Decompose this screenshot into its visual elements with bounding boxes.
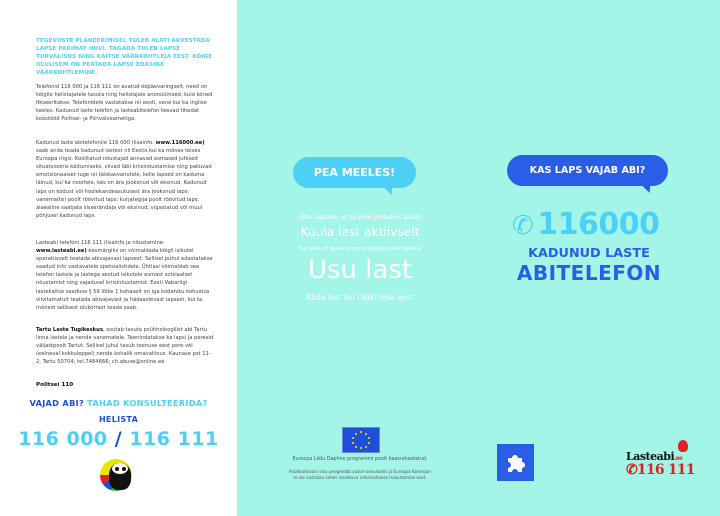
call-prompt — [0, 398, 237, 408]
slash: / — [114, 428, 123, 450]
star — [368, 442, 370, 444]
eu-flag-icon — [342, 427, 380, 453]
bubble-text: PEA MEELES! — [313, 166, 396, 179]
vajad-abi: VAJAD ABI? — [29, 398, 85, 408]
panda-logo-icon — [100, 459, 132, 491]
puzzle-piece-icon — [504, 451, 528, 475]
text: saab anda teada kadunud lastest nii Eestis kui ka mõnes teises Euroopa riigis. Koolitatud nõustajad annavad esmased juhised situatsioonis käitumiseks, viivad läbi kriisinõustamise ning pakuvad emotsionaalset tuge nii täiskasvanutele, kelle lapsed on kaduma läinud, kui ka noortele, kes on ära jooksnud või eksinud. Kadunud laps on kodust või hoolekandeasutusest ära jooksnud laps; vanema(te) poolt röövitud laps; kurjategija poolt röövitud laps; alaealine saatjata sisserändaja või eksinud, vigastatud või muul põhjusel kadunud laps. — [36, 148, 212, 219]
star — [360, 447, 362, 449]
star — [352, 437, 354, 439]
star — [365, 433, 367, 435]
hotline-numbers — [0, 428, 237, 450]
tip-2: Kuula last aktiivselt — [300, 225, 420, 239]
missing-children-number — [512, 208, 660, 243]
domain-suffix: .ee — [674, 455, 683, 462]
phone-icon: ✆ — [512, 211, 534, 241]
helista-label: HELISTA — [98, 415, 139, 424]
kas-laps-vajab-abi-bubble — [507, 155, 668, 186]
star — [352, 442, 354, 444]
star — [365, 446, 367, 448]
number-116000: 116 000 — [18, 428, 108, 450]
tip-4: Usu last — [307, 255, 413, 285]
paragraph-tartu — [36, 326, 214, 366]
tahad-konsulteerida: TAHAD KONSULTEERIDA? — [87, 398, 208, 408]
text: , osutab tasuta psühholoogilist abi Tartu linna lastele ja nende vanematele. Teenindatakse ka lapsi ja peresid väljastpoolt Tartut. Sellisel juhul tasub teenuse eest pere või (eelneval kokkuleppel) nende kohalik omavalitsus. Kaunase pst 11-2, Tartu 50704; tel.7484666; ch.abuse@online.ee — [36, 327, 214, 366]
star — [355, 433, 357, 435]
text: Kadunud laste abitelefonile 116 000 (lisainfo: — [36, 140, 156, 146]
paragraph-hours: Telefonid 116 000 ja 116 111 on avatud ööpäevaringselt, need on kõigile helistajatele tasuta ning helistajale anonüümsed, kuid kõned fikseeritakse. Telefonidele vastatakse nii eesti, vene kui ka inglise keeles. Kadunud laste telefon ja lasteabitelefon teevad tihedat koostööd Politsei- ja Piirivalveametiga. — [36, 84, 213, 123]
pea-meeles-bubble — [293, 157, 416, 188]
star — [368, 437, 370, 439]
bubble-text: KAS LAPS VAJAB ABI? — [529, 165, 646, 176]
eu-disclaimer — [240, 469, 480, 481]
paragraph-116000 — [36, 139, 214, 220]
title-line-1: KADUNUD LASTE — [528, 246, 650, 261]
left-panel — [0, 0, 237, 516]
speech-tail — [640, 184, 653, 193]
disclaimer-line: ei ole vastutav selles sisalduva informatsiooni kasutamise eest. — [293, 475, 427, 480]
title-line-2: ABITELEFON — [516, 261, 662, 285]
police-number: Politsei 110 — [36, 382, 74, 388]
link-116000[interactable]: www.116000.ee) — [155, 140, 205, 146]
intro-heading: TEGEVUSTE PLANEERIMISEL TULEB ALATI ARVESTADA LAPSE PARIMAT HUVI. TAGADA TULEB LAPSE TURVALISUS NING KAITSE VÄÄRKOHTLEJA EEST. KÕIGE OLULISEM ON PEATADA LAPSE EDASINE VÄÄRKOHTLEMINE. — [36, 38, 213, 76]
eu-funding-note: Euroopa Liidu Daphne programmi poolt kaasrahastatud. — [292, 457, 428, 462]
tip-3: Kui näed, et lapsel on mure, julgusta teda rääkima — [299, 247, 421, 252]
org-name: Tartu Laste Tugikeskus — [36, 327, 103, 333]
panda-eye — [122, 467, 126, 471]
lasteabi-logo — [624, 444, 708, 484]
link-lasteabi[interactable]: www.lasteabi.ee) — [36, 248, 87, 255]
panda-eye — [115, 467, 119, 471]
paragraph-116111 — [36, 239, 214, 312]
text: eesmärgiks on võimaldada kõigil isikutel operatiivselt teatada abivajavast lapsest. Sellisel puhul edastatakse saadud info vastavatele spetsialistidele. Ühtlasi võimaldab see telefon lastele ja lastega seotud isikutele esmast sotsiaalset nõustamist ning vajadusel kriisinõustamist. Eesti Vabariigi lastekaitse seaduse § 59 lõike 1 kohaselt on iga kodaniku kohustus viivitamatult teatada abivajavast ja hädasolevast lapsest, kui ta mõnest sellisest olukorrast teada saab. — [36, 248, 213, 311]
tip-5: Kiida last loo rääkimise eest — [306, 293, 414, 302]
text: Lasteabi telefoni 116 111 (lisainfo ja nõustamine: — [36, 240, 165, 246]
number-116111: 116 111 — [129, 428, 219, 450]
wordmark-text: Lasteabi — [626, 450, 675, 463]
speech-tail — [382, 186, 395, 195]
disclaimer-line: Publikatsiooni sisu peegeldab autori seisukohti ja Euroopa Komisjon — [289, 469, 431, 474]
star — [360, 431, 362, 433]
number: 116000 — [537, 207, 660, 242]
tip-1: Ütle lapsele, et ta pole juhtunus süüdi — [299, 213, 421, 221]
puzzle-logo-icon — [497, 444, 534, 481]
star — [355, 446, 357, 448]
lasteabi-number: ✆116 111 — [626, 462, 695, 478]
